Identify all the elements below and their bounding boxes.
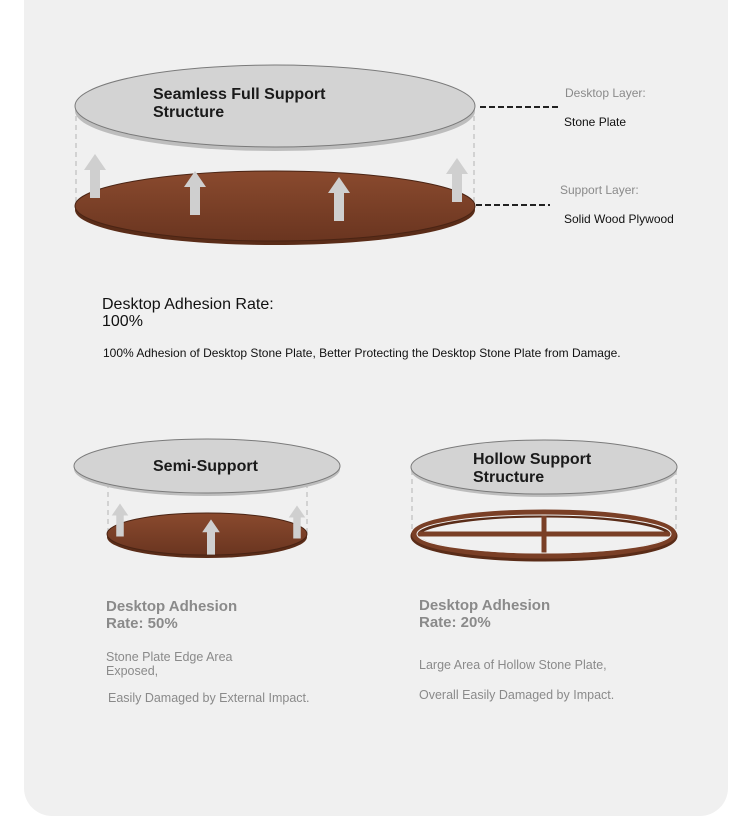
semi-support-title: Semi-Support bbox=[153, 458, 258, 475]
support-layer-caption: Support Layer: bbox=[560, 183, 639, 197]
semi-support-diagram bbox=[74, 439, 340, 558]
full-description: 100% Adhesion of Desktop Stone Plate, Better Protecting the Desktop Stone Plate from Damage. bbox=[103, 346, 621, 360]
support-layer-value: Solid Wood Plywood bbox=[564, 212, 674, 226]
hollow-description-line2: Overall Easily Damaged by Impact. bbox=[419, 688, 615, 702]
desktop-layer-caption: Desktop Layer: bbox=[565, 86, 646, 100]
hollow-frame-layer bbox=[414, 512, 674, 558]
semi-description-line2: Easily Damaged by External Impact. bbox=[108, 691, 310, 705]
full-adhesion-rate: Desktop Adhesion Rate: 100% bbox=[102, 296, 274, 330]
hollow-adhesion-rate: Desktop Adhesion Rate: 20% bbox=[419, 597, 551, 631]
full-support-title: Seamless Full Support Structure bbox=[153, 86, 326, 121]
desktop-layer-value: Stone Plate bbox=[564, 115, 627, 129]
hollow-support-title: Hollow Support Structure bbox=[473, 451, 592, 486]
semi-description-line1: Stone Plate Edge Area Exposed, bbox=[106, 650, 233, 678]
semi-adhesion-rate: Desktop Adhesion Rate: 50% bbox=[106, 598, 238, 632]
wood-plywood-layer bbox=[75, 171, 475, 245]
hollow-description-line1: Large Area of Hollow Stone Plate, bbox=[419, 658, 607, 672]
